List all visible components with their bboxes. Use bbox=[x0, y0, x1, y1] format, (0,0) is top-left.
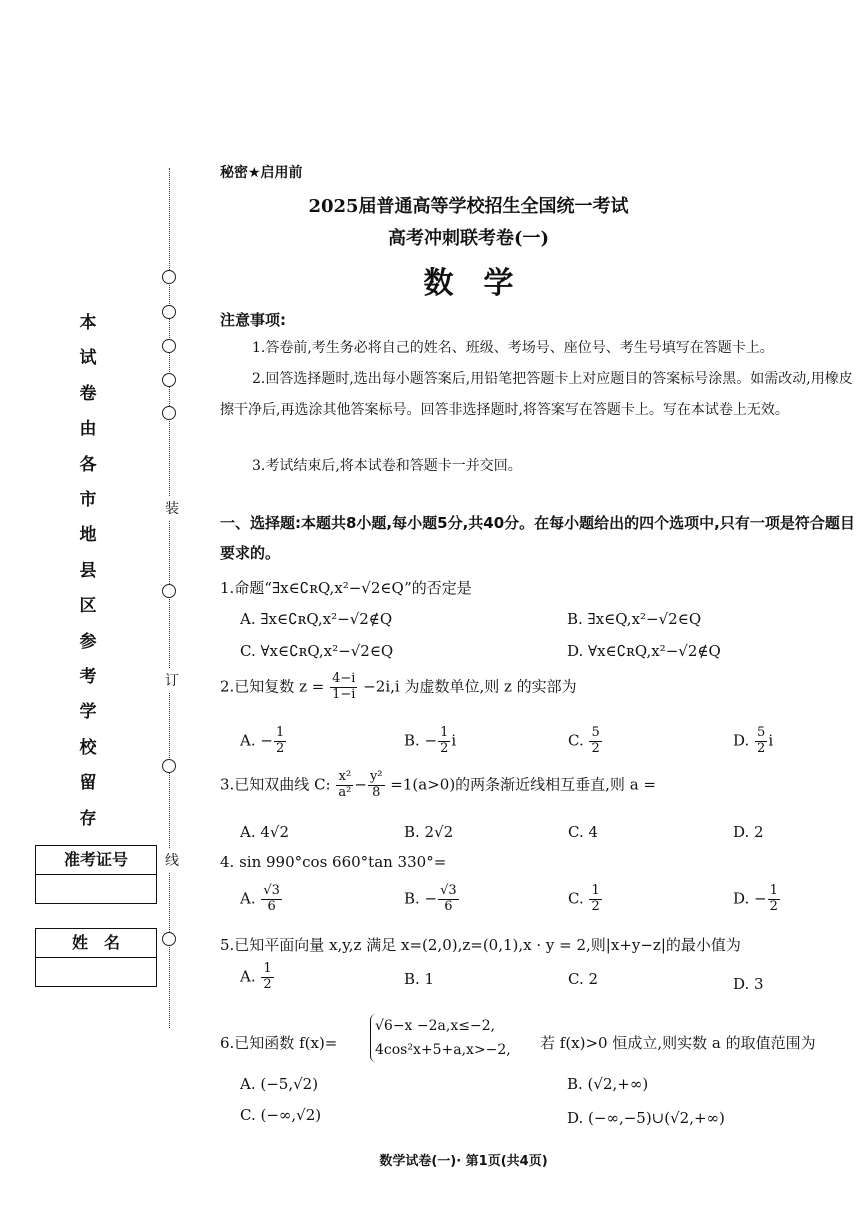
notice-item bbox=[220, 451, 860, 482]
q6-option-c[interactable]: C. (−∞,√2) bbox=[240, 1106, 322, 1124]
question-3-stem: 3.已知双曲线 C: $\frac{\text{x²}}{\text{a²}}$ − $\frac{\text{y²}}{8}$ =1(a>0)的两条渐近线相互垂直,则 a = bbox=[220, 769, 656, 800]
q2-stem-post: −2i,i 为虚数单位,则 z 的实部为 bbox=[363, 677, 577, 696]
name-label: 姓 名 bbox=[36, 929, 156, 958]
question-6-stem-pre: 6.已知函数 f(x)= bbox=[220, 1034, 338, 1052]
bind-word-zhuang: 装 bbox=[165, 496, 179, 520]
name-field[interactable] bbox=[36, 958, 156, 986]
binding-hole-icon bbox=[162, 305, 176, 319]
q2-option-b[interactable]: B. − $\frac{1}{2}$ i bbox=[404, 725, 457, 756]
q3-fraction-y: $\frac{\text{y²}}{8}$ bbox=[369, 769, 383, 800]
bind-word-xian: 线 bbox=[165, 848, 179, 872]
binding-hole-icon bbox=[162, 932, 176, 946]
bind-word-ding: 订 bbox=[165, 668, 179, 692]
binding-hole-icon bbox=[162, 584, 176, 598]
section-heading: 一、选择题:本题共8小题,每小题5分,共40分。在每小题给出的四个选项中,只有一项是符合题目要求的。 bbox=[220, 514, 855, 562]
page-footer: 数学试卷(一)· 第1页(共4页) bbox=[379, 1154, 548, 1169]
q6-option-b[interactable]: B. (√2,+∞) bbox=[567, 1075, 649, 1093]
q2-option-c[interactable]: C. $\frac{5}{2}$ bbox=[568, 725, 600, 756]
q6-case-2: 4cos²x+5+a,x>−2, bbox=[375, 1042, 511, 1058]
q3-option-c[interactable]: C. 4 bbox=[568, 823, 599, 841]
binding-hole-icon bbox=[162, 339, 176, 353]
subject-title: 数学 bbox=[423, 266, 544, 301]
notice-item-text: 1.答卷前,考生务必将自己的姓名、班级、考场号、座位号、考生号填写在答题卡上。 bbox=[252, 340, 774, 356]
q2-option-d[interactable]: D. $\frac{5}{2}$ i bbox=[733, 725, 774, 756]
q3-fraction-x: $\frac{\text{x²}}{\text{a²}}$ bbox=[338, 769, 352, 800]
q1-option-c[interactable]: C. ∀x∈∁ʀQ,x²−√2∈Q bbox=[240, 642, 394, 660]
q1-option-a[interactable]: A. ∃x∈∁ʀQ,x²−√2∉Q bbox=[240, 610, 393, 628]
notice-item-text: 2.回答选择题时,选出每小题答案后,用铅笔把答题卡上对应题目的答案标号涂黑。如需改动,用橡皮擦干净后,再选涂其他答案标号。回答非选择题时,将答案写在答题卡上。写在本试卷上无效。 bbox=[220, 371, 853, 418]
vertical-notice: 本试卷由各市地县区参考学校留存 bbox=[79, 313, 97, 829]
q2-option-a[interactable]: A. − $\frac{1}{2}$ bbox=[240, 725, 285, 756]
name-box[interactable] bbox=[35, 928, 157, 987]
q6-option-d[interactable]: D. (−∞,−5)∪(√2,+∞) bbox=[567, 1109, 725, 1127]
q5-option-b[interactable]: B. 1 bbox=[404, 970, 435, 988]
q2-stem-pre: 2.已知复数 z = bbox=[220, 677, 325, 696]
secret-mark: 秘密★启用前 bbox=[220, 165, 303, 181]
binding-hole-icon bbox=[162, 406, 176, 420]
exam-id-box[interactable] bbox=[35, 845, 157, 904]
q4-option-b[interactable]: B. − $\frac{√3}{6}$ bbox=[404, 883, 457, 914]
exam-subtitle: 高考冲刺联考卷(一) bbox=[387, 228, 550, 249]
q1-option-d[interactable]: D. ∀x∈∁ʀQ,x²−√2∉Q bbox=[567, 642, 721, 660]
question-1-stem: 1.命题“∃x∈∁ʀQ,x²−√2∈Q”的否定是 bbox=[220, 579, 472, 597]
question-6-stem-post: 若 f(x)>0 恒成立,则实数 a 的取值范围为 bbox=[540, 1034, 816, 1052]
exam-id-field[interactable] bbox=[36, 875, 156, 903]
exam-id-label: 准考证号 bbox=[36, 846, 156, 875]
q5-option-a[interactable]: A. $\frac{1}{2}$ bbox=[240, 961, 272, 992]
q3-option-d[interactable]: D. 2 bbox=[733, 823, 764, 841]
binding-hole-icon bbox=[162, 373, 176, 387]
q4-option-a[interactable]: A. $\frac{√3}{6}$ bbox=[240, 883, 280, 914]
q4-option-c[interactable]: C. $\frac{1}{2}$ bbox=[568, 883, 600, 914]
q2-fraction: $\frac{4-i}{1-i}$ bbox=[332, 671, 356, 702]
q3-option-b[interactable]: B. 2√2 bbox=[404, 823, 454, 841]
question-5-stem: 5.已知平面向量 x,y,z 满足 x=(2,0),z=(0,1),x · y = 2,则|x+y−z|的最小值为 bbox=[220, 936, 741, 954]
notice-item-text: 3.考试结束后,将本试卷和答题卡一并交回。 bbox=[252, 458, 522, 474]
q6-piecewise bbox=[370, 1014, 511, 1062]
notice-item bbox=[220, 364, 860, 426]
exam-title: 2025届普通高等学校招生全国统一考试 bbox=[308, 196, 629, 217]
q5-option-c[interactable]: C. 2 bbox=[568, 970, 599, 988]
notice-item bbox=[220, 333, 860, 364]
q4-option-d[interactable]: D. − $\frac{1}{2}$ bbox=[733, 883, 778, 914]
q6-option-a[interactable]: A. (−5,√2) bbox=[240, 1075, 319, 1093]
q5-option-d[interactable]: D. 3 bbox=[733, 975, 764, 993]
q6-case-1: √6−x −2a,x≤−2, bbox=[375, 1018, 496, 1034]
notice-heading: 注意事项: bbox=[220, 311, 286, 329]
binding-hole-icon bbox=[162, 759, 176, 773]
question-2-stem bbox=[220, 672, 577, 703]
question-4-stem: 4. sin 990°cos 660°tan 330°= bbox=[220, 853, 447, 871]
q3-option-a[interactable]: A. 4√2 bbox=[240, 823, 290, 841]
q1-option-b[interactable]: B. ∃x∈Q,x²−√2∈Q bbox=[567, 610, 702, 628]
